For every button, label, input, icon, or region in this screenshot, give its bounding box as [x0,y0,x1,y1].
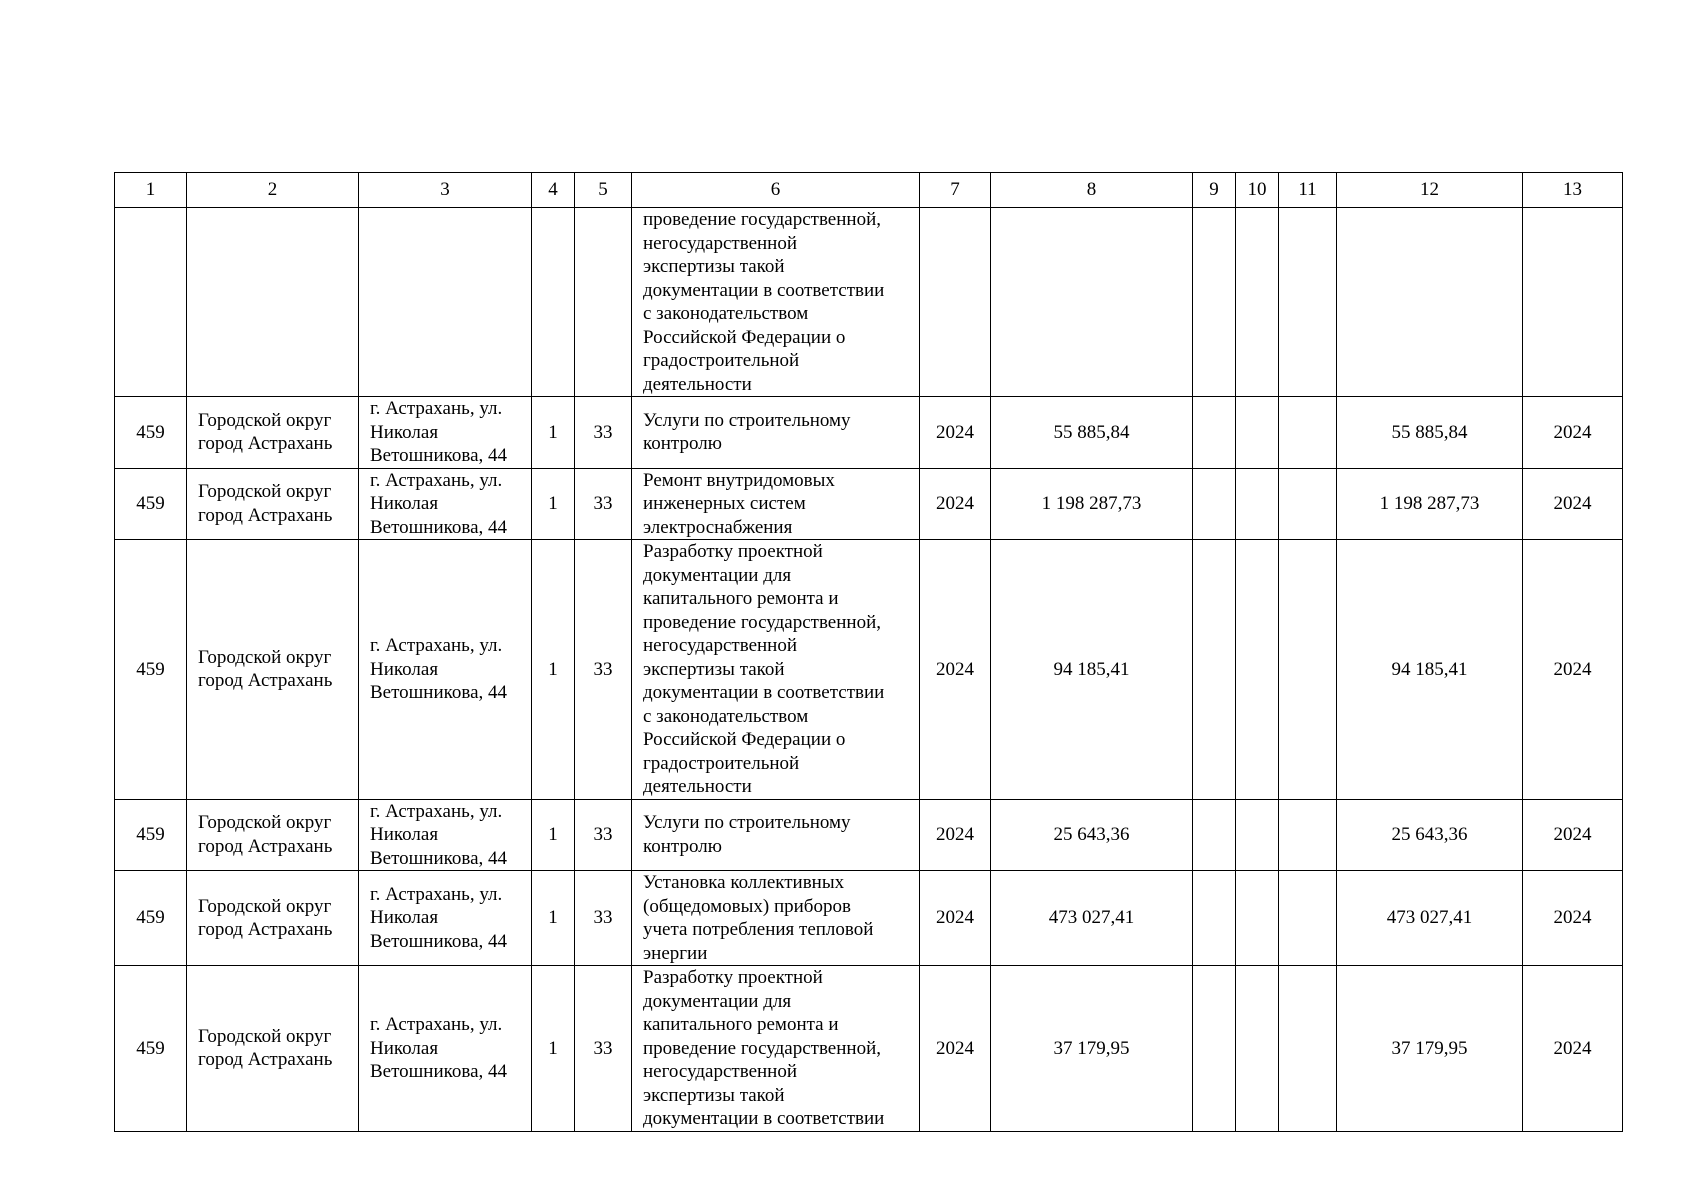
cell-col9 [1193,540,1236,800]
capital-repair-table [114,172,1623,1132]
cell-municipality: Городской округ город Астрахань [187,966,359,1132]
column-header: 7 [920,173,991,208]
cell-year: 2024 [920,540,991,800]
cell-col5: 33 [575,799,632,871]
table-row [115,397,1623,469]
cell-col5 [575,208,632,397]
cell-col4: 1 [532,871,575,966]
cell-col11 [1279,397,1337,469]
column-header: 2 [187,173,359,208]
table-row [115,540,1623,800]
cell-col10 [1236,871,1279,966]
cell-funding: 94 185,41 [1337,540,1523,800]
cell-funding: 1 198 287,73 [1337,468,1523,540]
cell-municipality: Городской округ город Астрахань [187,540,359,800]
cell-number: 459 [115,799,187,871]
cell-municipality: Городской округ город Астрахань [187,397,359,469]
column-header: 5 [575,173,632,208]
table-row [115,468,1623,540]
column-header: 6 [632,173,920,208]
cell-funding: 37 179,95 [1337,966,1523,1132]
cell-col9 [1193,208,1236,397]
cell-completion-year: 2024 [1523,966,1623,1132]
cell-cost: 37 179,95 [991,966,1193,1132]
cell-year: 2024 [920,468,991,540]
cell-col10 [1236,540,1279,800]
cell-cost: 473 027,41 [991,871,1193,966]
cell-col4: 1 [532,799,575,871]
cell-col11 [1279,871,1337,966]
cell-number: 459 [115,966,187,1132]
cell-number: 459 [115,397,187,469]
cell-funding: 25 643,36 [1337,799,1523,871]
cell-municipality: Городской округ город Астрахань [187,871,359,966]
cell-col9 [1193,468,1236,540]
cell-col4: 1 [532,966,575,1132]
column-header: 8 [991,173,1193,208]
cell-work-type: проведение государственной, негосударственной экспертизы такой документации в соответствии с законодательством Российской Федерации о градостроительной деятельности [632,208,920,397]
cell-completion-year: 2024 [1523,397,1623,469]
cell-address: г. Астрахань, ул. Николая Ветошникова, 44 [359,540,532,800]
cell-work-type: Разработку проектной документации для капитального ремонта и проведение государственной, негосударственной экспертизы такой документации в соответствии [632,966,920,1132]
cell-municipality: Городской округ город Астрахань [187,799,359,871]
cell-col5: 33 [575,397,632,469]
table-row [115,966,1623,1132]
cell-col10 [1236,397,1279,469]
cell-col11 [1279,208,1337,397]
cell-col9 [1193,871,1236,966]
column-header: 11 [1279,173,1337,208]
cell-col5: 33 [575,540,632,800]
column-header: 10 [1236,173,1279,208]
cell-col11 [1279,468,1337,540]
cell-col4: 1 [532,468,575,540]
column-header: 3 [359,173,532,208]
cell-col4: 1 [532,540,575,800]
cell-address: г. Астрахань, ул. Николая Ветошникова, 44 [359,966,532,1132]
cell-completion-year: 2024 [1523,468,1623,540]
cell-col10 [1236,208,1279,397]
cell-cost [991,208,1193,397]
cell-year: 2024 [920,397,991,469]
cell-col9 [1193,799,1236,871]
cell-col11 [1279,966,1337,1132]
cell-col5: 33 [575,468,632,540]
cell-col9 [1193,966,1236,1132]
cell-cost: 94 185,41 [991,540,1193,800]
cell-number [115,208,187,397]
cell-col10 [1236,966,1279,1132]
cell-work-type: Ремонт внутридомовых инженерных систем электроснабжения [632,468,920,540]
column-header: 13 [1523,173,1623,208]
cell-col5: 33 [575,871,632,966]
column-number-row [115,173,1623,208]
table-row-continuation [115,208,1623,397]
cell-address [359,208,532,397]
cell-work-type: Установка коллективных (общедомовых) приборов учета потребления тепловой энергии [632,871,920,966]
cell-address: г. Астрахань, ул. Николая Ветошникова, 44 [359,799,532,871]
cell-col4 [532,208,575,397]
cell-cost: 55 885,84 [991,397,1193,469]
cell-completion-year: 2024 [1523,540,1623,800]
cell-address: г. Астрахань, ул. Николая Ветошникова, 44 [359,871,532,966]
cell-address: г. Астрахань, ул. Николая Ветошникова, 44 [359,397,532,469]
cell-completion-year: 2024 [1523,799,1623,871]
cell-number: 459 [115,871,187,966]
cell-cost: 1 198 287,73 [991,468,1193,540]
column-header: 4 [532,173,575,208]
cell-work-type: Разработку проектной документации для капитального ремонта и проведение государственной, негосударственной экспертизы такой документации в соответствии с законодательством Российской Федерации о градостроительной деятельности [632,540,920,800]
cell-col10 [1236,468,1279,540]
column-header: 1 [115,173,187,208]
cell-completion-year: 2024 [1523,871,1623,966]
cell-year [920,208,991,397]
cell-funding [1337,208,1523,397]
cell-col4: 1 [532,397,575,469]
column-header: 12 [1337,173,1523,208]
cell-year: 2024 [920,871,991,966]
cell-col5: 33 [575,966,632,1132]
column-header: 9 [1193,173,1236,208]
cell-funding: 55 885,84 [1337,397,1523,469]
table-row [115,871,1623,966]
cell-col9 [1193,397,1236,469]
cell-col10 [1236,799,1279,871]
cell-work-type: Услуги по строительному контролю [632,397,920,469]
cell-municipality [187,208,359,397]
cell-number: 459 [115,540,187,800]
cell-address: г. Астрахань, ул. Николая Ветошникова, 44 [359,468,532,540]
cell-col11 [1279,540,1337,800]
cell-year: 2024 [920,966,991,1132]
cell-year: 2024 [920,799,991,871]
table-row [115,799,1623,871]
cell-completion-year [1523,208,1623,397]
cell-work-type: Услуги по строительному контролю [632,799,920,871]
cell-municipality: Городской округ город Астрахань [187,468,359,540]
cell-funding: 473 027,41 [1337,871,1523,966]
cell-col11 [1279,799,1337,871]
cell-number: 459 [115,468,187,540]
cell-cost: 25 643,36 [991,799,1193,871]
